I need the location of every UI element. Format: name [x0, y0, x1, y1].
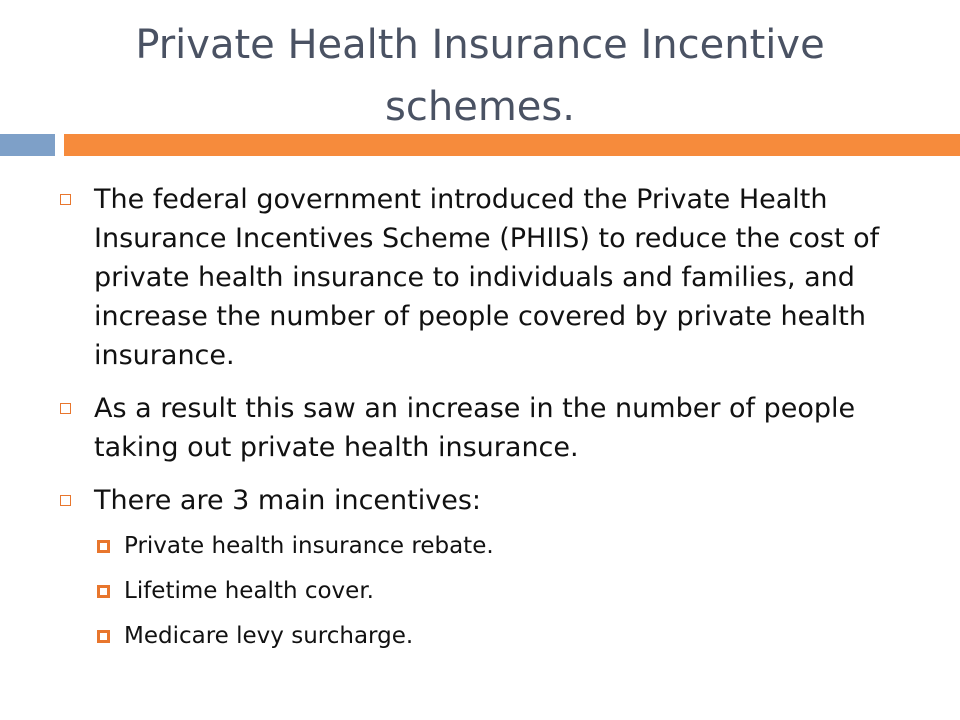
bullet-item: [60, 180, 930, 375]
accent-bar-blue: [0, 134, 55, 156]
slide-title: Private Health Insurance Incentive schemes.: [135, 22, 825, 130]
sub-bullet-item: [60, 532, 930, 561]
bullet-text: The federal government introduced the Private Health Insurance Incentives Scheme (PHIIS) to reduce the cost of private health insurance to individuals and families, and increase the number of people covered by private health insurance.: [94, 184, 880, 371]
bullet-item: [60, 481, 930, 520]
hollow-square-icon: [60, 495, 71, 506]
filled-square-icon: [97, 630, 110, 643]
bullet-item: [60, 389, 930, 467]
sub-bullet-item: [60, 622, 930, 651]
filled-square-icon: [97, 585, 110, 598]
bullet-text: There are 3 main incentives:: [94, 485, 481, 516]
sub-bullet-item: [60, 577, 930, 606]
hollow-square-icon: [60, 194, 71, 205]
hollow-square-icon: [60, 403, 71, 414]
filled-square-icon: [97, 540, 110, 553]
sub-bullet-text: Medicare levy surcharge.: [124, 623, 414, 649]
accent-bar-orange: [64, 134, 960, 156]
bullet-text: As a result this saw an increase in the number of people taking out private health insurance.: [94, 393, 856, 463]
sub-bullet-text: Lifetime health cover.: [124, 578, 374, 604]
slide-body: [60, 180, 930, 667]
sub-bullet-text: Private health insurance rebate.: [124, 533, 494, 559]
